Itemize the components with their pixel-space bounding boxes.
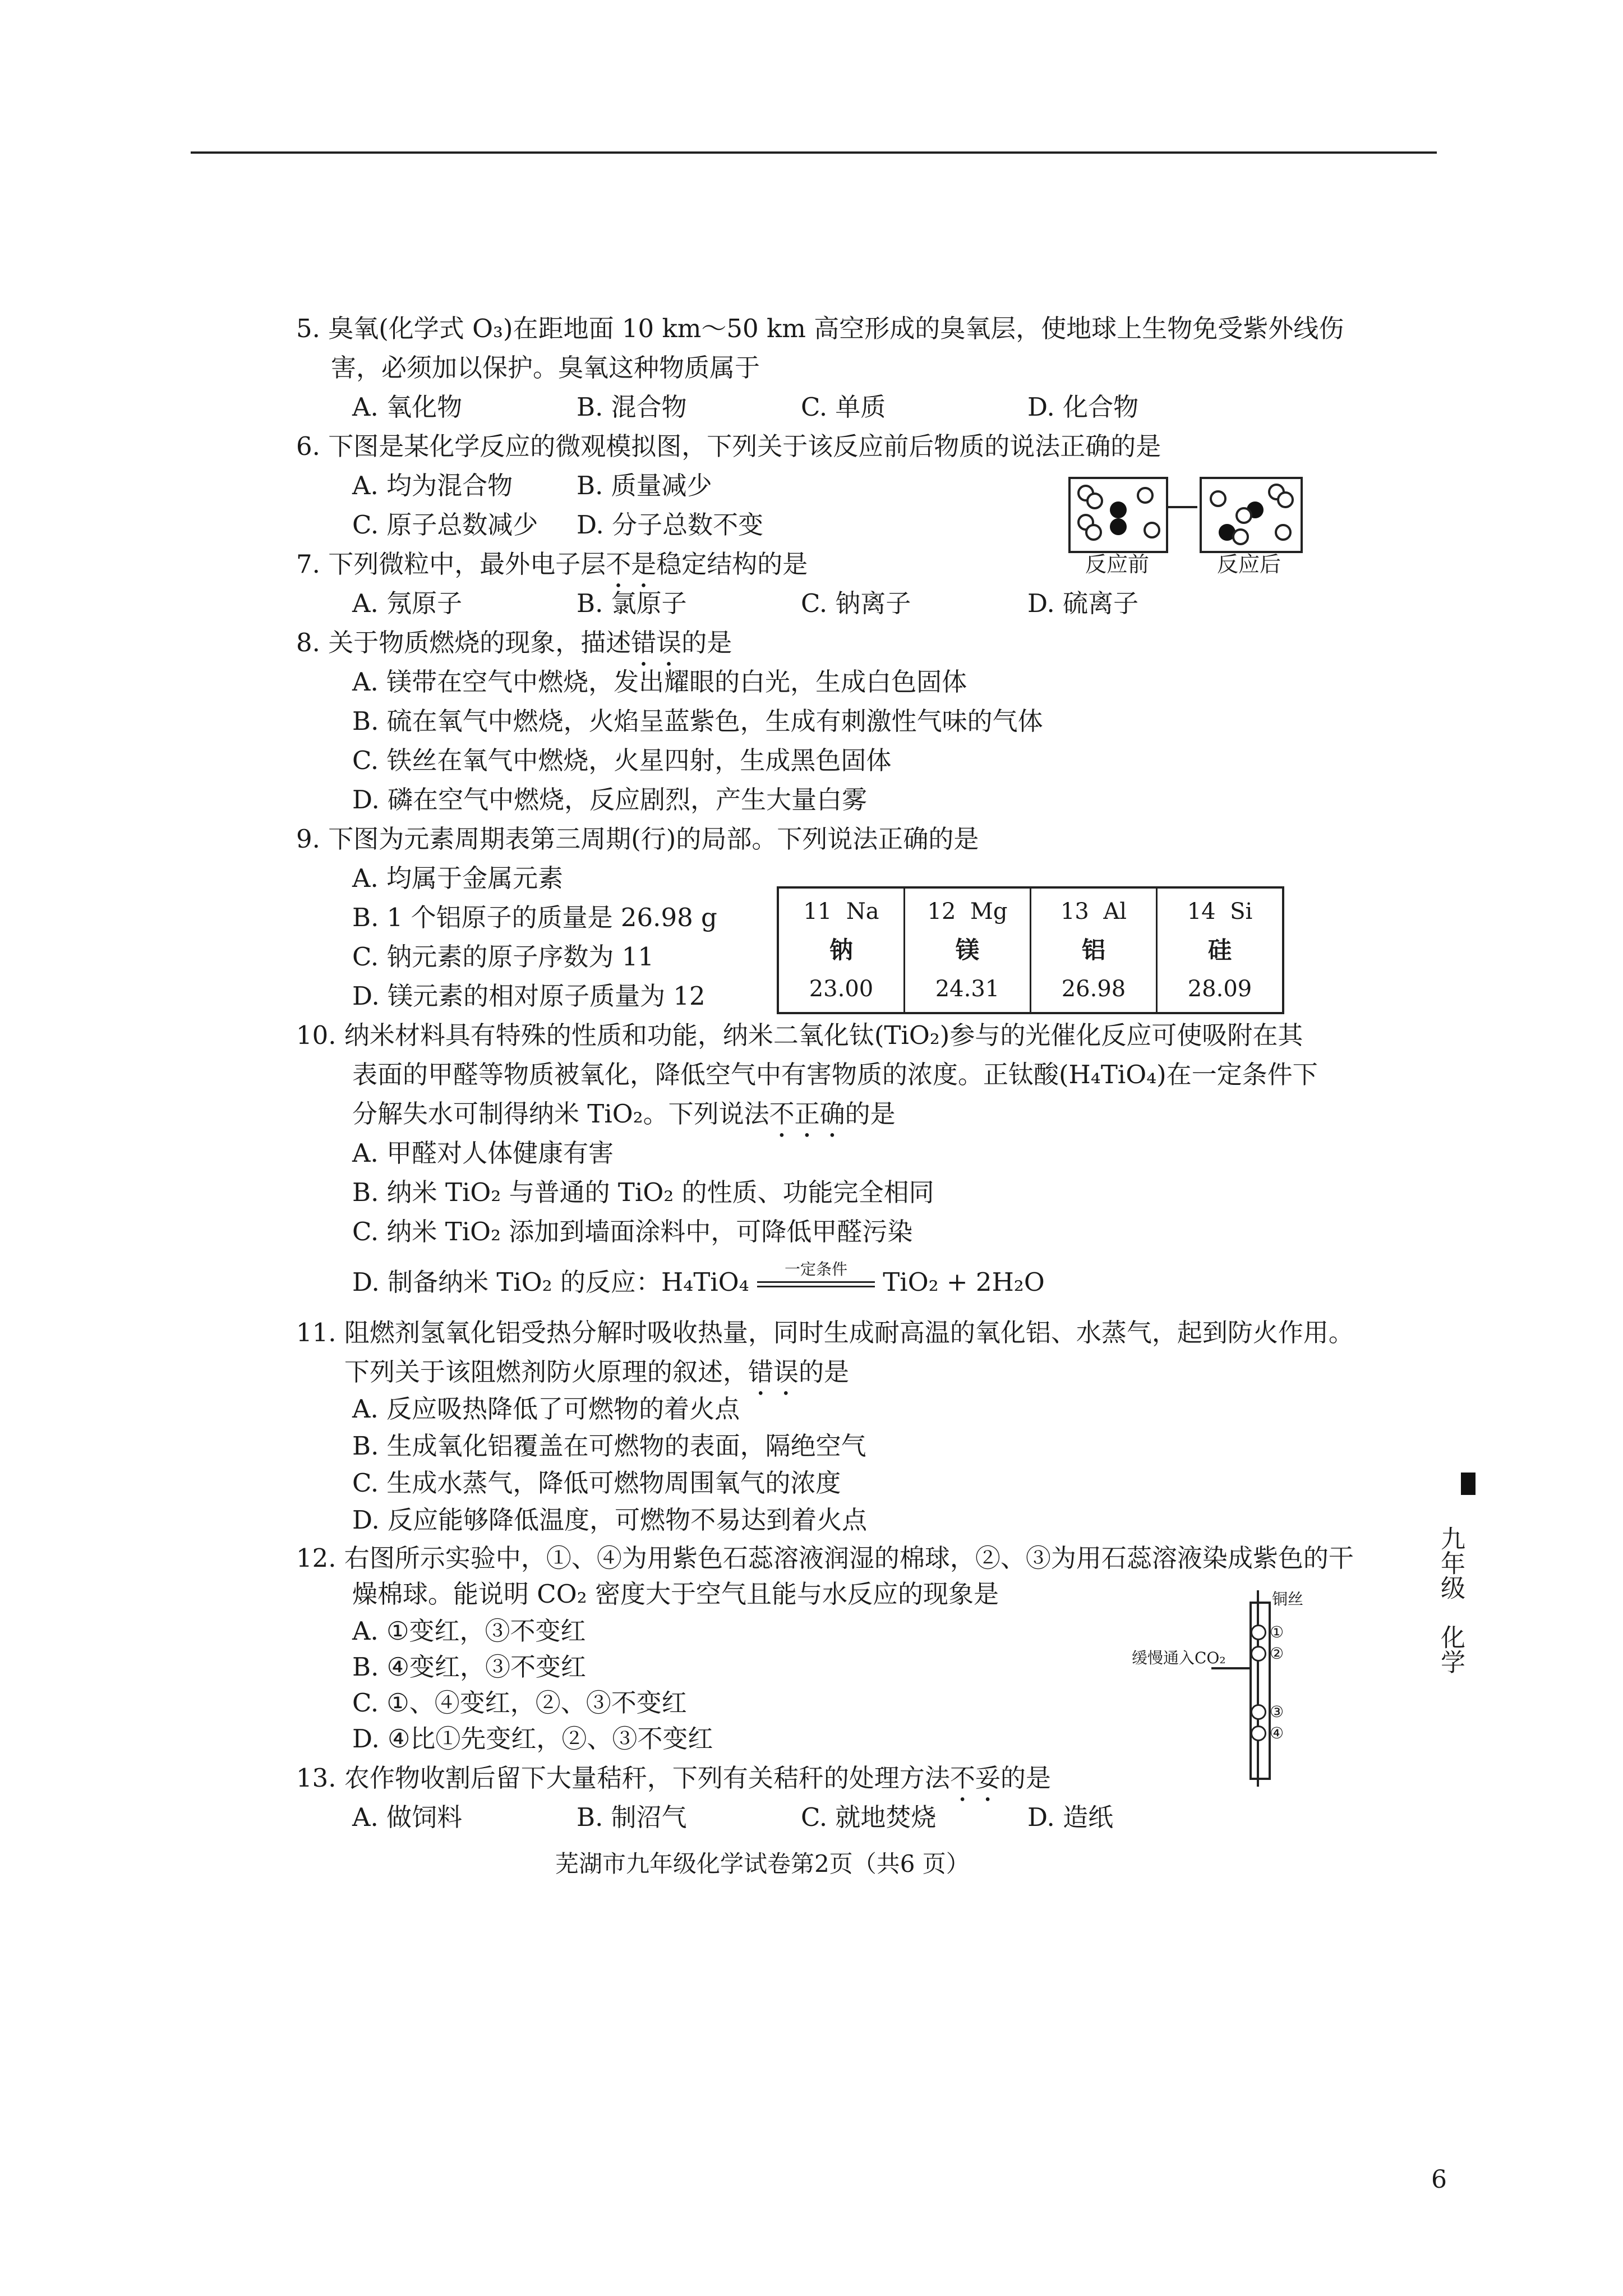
q10-stem-line2: 表面的甲醛等物质被氧化，降低空气中有害物质的浓度。正钛酸(H₄TiO₄)在一定条件下 — [352, 1060, 1318, 1089]
q10-option-d-part: TiO₂ + 2H₂O — [883, 1267, 1045, 1297]
q6-option-a: A. 均为混合物 — [352, 471, 513, 500]
q11-option-a: A. 反应吸热降低了可燃物的着火点 — [352, 1394, 740, 1424]
q13-option-c: C. 就地焚烧 — [801, 1802, 937, 1832]
label-before: 反应前 — [1085, 552, 1150, 577]
atomic-mass: 24.31 — [935, 976, 1000, 1002]
q9-stem: 9. 下图为元素周期表第三周期(行)的局部。下列说法正确的是 — [296, 824, 979, 854]
side-subject-label: 九年级 化学 — [1436, 1526, 1465, 1674]
element-name: 钠 — [829, 936, 853, 964]
element-cell-al — [1031, 889, 1158, 1012]
q10-option-c: C. 纳米 TiO₂ 添加到墙面涂料中，可降低甲醛污染 — [352, 1217, 913, 1246]
q5-option-a: A. 氧化物 — [352, 392, 463, 422]
q6-option-d: D. 分子总数不变 — [577, 510, 764, 540]
equals-line — [757, 1281, 875, 1283]
q9-option-c: C. 钠元素的原子序数为 11 — [352, 942, 654, 972]
q5-option-d: D. 化合物 — [1027, 392, 1139, 422]
q13-stem-part: 的是 — [1000, 1763, 1051, 1793]
q11-emphasis: 错误 — [748, 1357, 799, 1387]
atom — [1110, 518, 1127, 535]
q12-option-b: B. ④变红，③不变红 — [352, 1652, 587, 1682]
atomic-number: 13 — [1060, 898, 1089, 924]
atomic-mass: 23.00 — [809, 976, 874, 1002]
q8-option-b: B. 硫在氧气中燃烧，火焰呈蓝紫色，生成有刺激性气味的气体 — [352, 706, 1043, 736]
atomic-number: 12 — [927, 898, 956, 924]
q5-option-c: C. 单质 — [801, 392, 886, 422]
element-symbol: Na — [846, 898, 879, 924]
q13-stem-part: 13. 农作物收割后留下大量秸秆，下列有关秸秆的处理方法 — [296, 1763, 950, 1793]
q12-stem-line2: 燥棉球。能说明 CO₂ 密度大于空气且能与水反应的现象是 — [352, 1579, 999, 1609]
q12-option-c: C. ①、④变红，②、③不变红 — [352, 1688, 687, 1718]
q7-option-d: D. 硫离子 — [1027, 588, 1139, 618]
equals-line — [757, 1286, 875, 1287]
ball-label-2: ② — [1270, 1644, 1284, 1663]
reaction-condition: 一定条件 — [784, 1259, 847, 1278]
q10-option-a: A. 甲醛对人体健康有害 — [352, 1138, 614, 1168]
q11-option-d: D. 反应能够降低温度，可燃物不易达到着火点 — [352, 1505, 868, 1535]
ball-label-4: ④ — [1270, 1724, 1284, 1742]
q12-option-a: A. ①变红，③不变红 — [352, 1616, 586, 1646]
q7-emphasis: 不是 — [606, 549, 657, 579]
q7-option-c: C. 钠离子 — [801, 588, 911, 618]
element-header — [1031, 898, 1156, 925]
element-header — [779, 898, 903, 925]
atom — [1235, 507, 1252, 524]
inlet-pipe — [1211, 1667, 1249, 1669]
q10-option-d — [352, 1259, 1045, 1299]
q11-stem-part: 的是 — [799, 1357, 850, 1387]
q13-option-a: A. 做饲料 — [352, 1802, 463, 1832]
atom — [1110, 501, 1127, 518]
reaction-condition-arrow — [757, 1259, 875, 1296]
q10-stem-line1: 10. 纳米材料具有特殊的性质和功能，纳米二氧化钛(TiO₂)参与的光催化反应可使吸附在其 — [296, 1020, 1303, 1050]
atom — [1275, 524, 1292, 541]
q6-stem: 6. 下图是某化学反应的微观模拟图，下列关于该反应前后物质的说法正确的是 — [296, 431, 1161, 461]
side-marker — [1461, 1473, 1476, 1495]
q5-stem-line1: 5. 臭氧(化学式 O₃)在距地面 10 km～50 km 高空形成的臭氧层，使地球上生物免受紫外线伤 — [296, 314, 1344, 343]
atom — [1210, 490, 1227, 507]
q8-option-a: A. 镁带在空气中燃烧，发出耀眼的白光，生成白色固体 — [352, 667, 967, 697]
q10-option-d-part: D. 制备纳米 TiO₂ 的反应：H₄TiO₄ — [352, 1267, 749, 1297]
element-cell-si — [1158, 889, 1282, 1012]
element-symbol: Al — [1103, 898, 1127, 924]
q10-stem-part: 的是 — [845, 1099, 896, 1129]
element-cell-na — [779, 889, 905, 1012]
q10-option-b: B. 纳米 TiO₂ 与普通的 TiO₂ 的性质、功能完全相同 — [352, 1177, 934, 1207]
element-header — [905, 898, 1030, 925]
ball-label-1: ① — [1270, 1623, 1284, 1641]
cotton-ball-1 — [1251, 1625, 1266, 1640]
atomic-number: 11 — [803, 898, 832, 924]
q8-option-c: C. 铁丝在氧气中燃烧，火星四射，生成黑色固体 — [352, 746, 892, 775]
atom — [1144, 522, 1160, 539]
q13-option-d: D. 造纸 — [1027, 1802, 1114, 1832]
page-footer: 芜湖市九年级化学试卷第2页（共6 页） — [555, 1850, 970, 1878]
q6-option-b: B. 质量减少 — [577, 471, 712, 500]
before-box — [1068, 477, 1168, 553]
q11-option-c: C. 生成水蒸气，降低可燃物周围氧气的浓度 — [352, 1468, 841, 1498]
top-rule — [191, 151, 1437, 154]
atomic-mass: 28.09 — [1187, 976, 1252, 1002]
q7-stem-part: 7. 下列微粒中，最外电子层 — [296, 549, 606, 579]
periodic-table-fragment — [777, 886, 1284, 1014]
atom — [1085, 524, 1102, 541]
ball-label-3: ③ — [1270, 1703, 1284, 1721]
cotton-ball-4 — [1251, 1726, 1266, 1741]
q9-option-d: D. 镁元素的相对原子质量为 12 — [352, 981, 706, 1011]
cotton-ball-3 — [1251, 1704, 1266, 1720]
atom — [1232, 528, 1249, 545]
q12-option-d: D. ④比①先变红，②、③不变红 — [352, 1724, 713, 1754]
q8-emphasis: 错误 — [631, 628, 682, 657]
q10-emphasis: 不正确 — [769, 1099, 845, 1129]
reaction-arrow — [1166, 506, 1197, 508]
label-copper-wire: 铜丝 — [1272, 1590, 1304, 1608]
element-symbol: Si — [1230, 898, 1253, 924]
copper-wire — [1257, 1590, 1259, 1787]
q8-stem-part: 的是 — [681, 628, 732, 657]
q9-option-b: B. 1 个铝原子的质量是 26.98 g — [352, 903, 717, 932]
q12-stem-line1: 12. 右图所示实验中，①、④为用紫色石蕊溶液润湿的棉球，②、③为用石蕊溶液染成紫色的干 — [296, 1543, 1354, 1573]
page-number: 6 — [1431, 2165, 1447, 2194]
atom — [1086, 493, 1103, 509]
q9-option-a: A. 均属于金属元素 — [352, 863, 564, 893]
element-name: 镁 — [955, 936, 979, 964]
q11-stem-line1: 11. 阻燃剂氢氧化铝受热分解时吸收热量，同时生成耐高温的氧化铝、水蒸气，起到防火作用。 — [296, 1318, 1354, 1347]
q11-option-b: B. 生成氧化铝覆盖在可燃物的表面，隔绝空气 — [352, 1431, 866, 1461]
q13-emphasis: 不妥 — [949, 1763, 1000, 1793]
q11-stem-part: 下列关于该阻燃剂防火原理的叙述， — [344, 1357, 749, 1387]
q7-stem-part: 稳定结构的是 — [656, 549, 808, 579]
q7-option-b: B. 氯原子 — [577, 588, 687, 618]
q8-option-d: D. 磷在空气中燃烧，反应剧烈，产生大量白雾 — [352, 785, 868, 815]
cotton-ball-2 — [1251, 1646, 1266, 1662]
element-name: 硅 — [1207, 936, 1232, 964]
label-after: 反应后 — [1217, 552, 1281, 577]
element-cell-mg — [905, 889, 1031, 1012]
after-box — [1200, 477, 1303, 553]
atom — [1137, 487, 1154, 504]
element-name: 铝 — [1081, 936, 1105, 964]
q5-option-b: B. 混合物 — [577, 392, 687, 422]
label-co2-inlet: 缓慢通入CO₂ — [1132, 1649, 1226, 1667]
q10-stem-part: 分解失水可制得纳米 TiO₂。下列说法 — [352, 1099, 769, 1129]
q13-option-b: B. 制沼气 — [577, 1802, 687, 1832]
atomic-mass: 26.98 — [1061, 976, 1126, 1002]
q8-stem-part: 8. 关于物质燃烧的现象，描述 — [296, 628, 631, 657]
q6-option-c: C. 原子总数减少 — [352, 510, 538, 540]
element-header — [1158, 898, 1282, 925]
atomic-number: 14 — [1187, 898, 1216, 924]
element-symbol: Mg — [970, 898, 1008, 924]
atom — [1277, 491, 1294, 508]
q7-option-a: A. 氖原子 — [352, 588, 463, 618]
q5-stem-line2: 害，必须加以保护。臭氧这种物质属于 — [331, 353, 760, 383]
